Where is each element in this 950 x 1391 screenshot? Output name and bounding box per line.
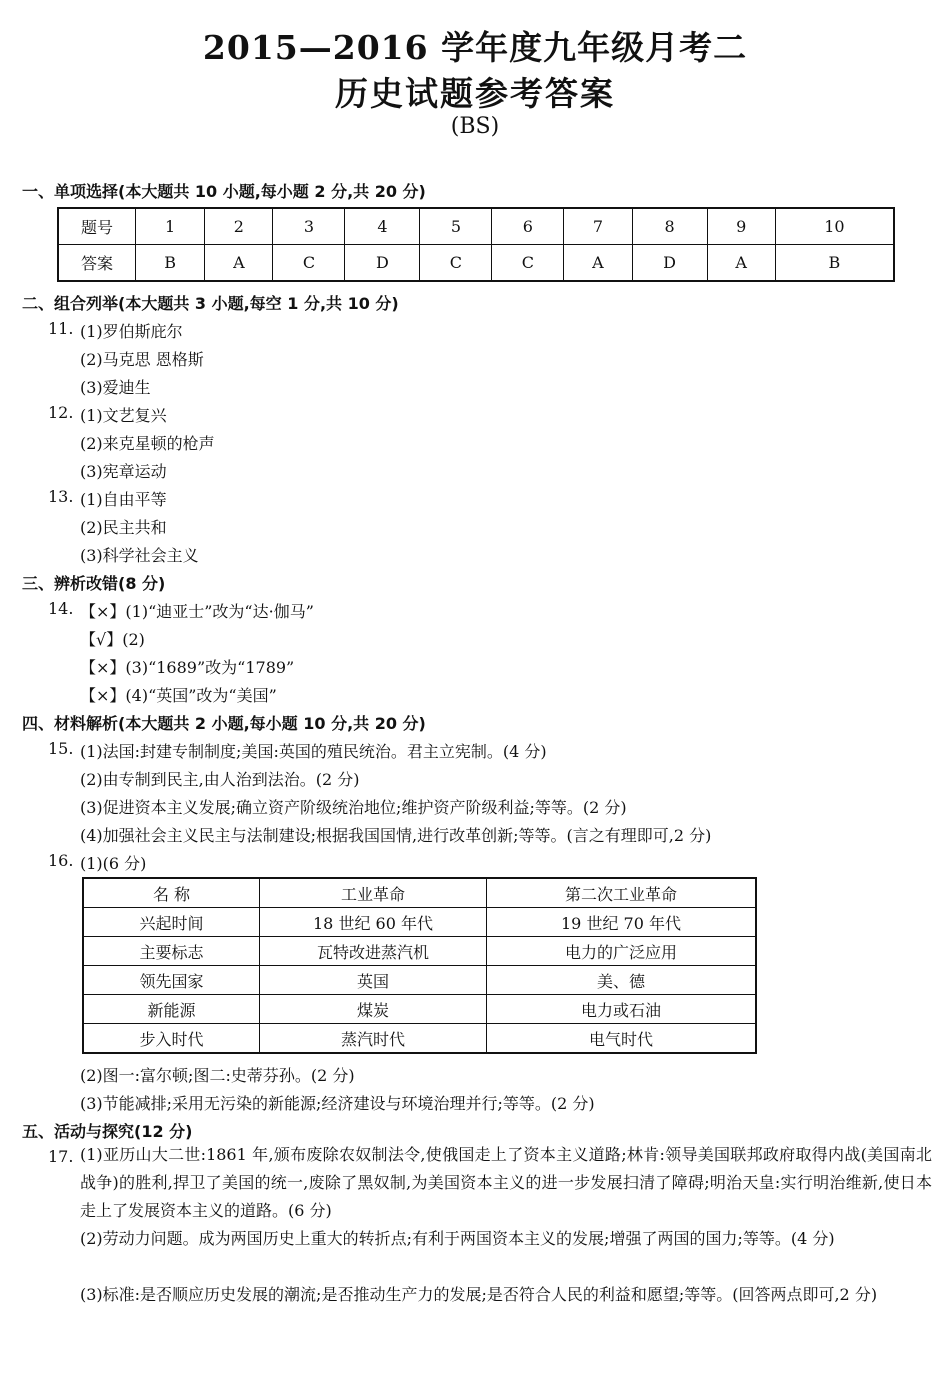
section4-heading: 四、材料解析(本大题共 2 小题,每小题 10 分,共 20 分): [22, 714, 426, 733]
table-row: [58, 245, 894, 282]
question-number: 12.: [48, 403, 74, 422]
answer-cell: D: [345, 245, 420, 282]
table-cell: 电力或石油: [487, 995, 757, 1024]
answer-line: (3)科学社会主义: [80, 546, 199, 565]
section5-heading: 五、活动与探究(12 分): [22, 1122, 193, 1141]
answer-line: (4)加强社会主义民主与法制建设;根据我国国情,进行改革创新;等等。(言之有理即可,2 分): [80, 826, 712, 845]
comparison-table: [82, 877, 757, 1054]
question-number: 11.: [48, 319, 74, 338]
answer-line: (3)宪章运动: [80, 462, 167, 481]
answer-cell: B: [775, 245, 894, 282]
table-cell: 步入时代: [83, 1024, 260, 1054]
question-number: 6: [492, 208, 564, 245]
table-cell: 电气时代: [487, 1024, 757, 1054]
question-number: 5: [420, 208, 492, 245]
table-cell: 18 世纪 60 年代: [260, 908, 487, 937]
row-label: 答案: [58, 245, 136, 282]
question-number: 13.: [48, 487, 74, 506]
question-number: 1: [136, 208, 205, 245]
column-header: 第二次工业革命: [487, 878, 757, 908]
table-cell: 瓦特改进蒸汽机: [260, 937, 487, 966]
section1-heading: 一、单项选择(本大题共 10 小题,每小题 2 分,共 20 分): [22, 182, 426, 201]
question-number: 16.: [48, 851, 74, 870]
question-number: 8: [632, 208, 707, 245]
answer-line: 【√】(2): [80, 630, 145, 649]
table-row: [83, 1024, 756, 1054]
row-label: 题号: [58, 208, 136, 245]
answer-line: (1)文艺复兴: [80, 406, 167, 425]
table-row: [58, 208, 894, 245]
question-number: 7: [564, 208, 632, 245]
question-number: 15.: [48, 739, 74, 758]
answer-paragraph: (3)标准:是否顺应历史发展的潮流;是否推动生产力的发展;是否符合人民的利益和愿望;等等。(回答两点即可,2 分): [80, 1285, 878, 1304]
table-cell: 蒸汽时代: [260, 1024, 487, 1054]
answer-line: (2)来克星顿的枪声: [80, 434, 215, 453]
table-row: [83, 908, 756, 937]
table-row: [83, 995, 756, 1024]
section3-heading: 三、辨析改错(8 分): [22, 574, 166, 593]
table-row: [83, 966, 756, 995]
answer-cell: C: [492, 245, 564, 282]
question-number: 4: [345, 208, 420, 245]
answer-line: 【×】(3)“1689”改为“1789”: [80, 658, 295, 677]
answer-line: (2)马克思 恩格斯: [80, 350, 204, 369]
answer-cell: A: [564, 245, 632, 282]
page-subtitle: 历史试题参考答案: [335, 74, 615, 113]
question-number: 14.: [48, 599, 74, 618]
answer-line: (3)节能减排;采用无污染的新能源;经济建设与环境治理并行;等等。(2 分): [80, 1094, 595, 1113]
table-cell: 英国: [260, 966, 487, 995]
answer-line: 【×】(1)“迪亚士”改为“达·伽马”: [80, 602, 314, 621]
table-cell: 新能源: [83, 995, 260, 1024]
answer-line: (3)促进资本主义发展;确立资产阶级统治地位;维护资产阶级利益;等等。(2 分): [80, 798, 627, 817]
table-cell: 兴起时间: [83, 908, 260, 937]
table-row: [83, 937, 756, 966]
answer-line: 【×】(4)“英国”改为“美国”: [80, 686, 277, 705]
answer-cell: C: [273, 245, 345, 282]
answer-line: (1)法国:封建专制制度;美国:英国的殖民统治。君主立宪制。(4 分): [80, 742, 547, 761]
answer-line: (1)自由平等: [80, 490, 167, 509]
answer-line: (1)罗伯斯庇尔: [80, 322, 183, 341]
column-header: 名 称: [83, 878, 260, 908]
question-number: 9: [707, 208, 775, 245]
table-header-row: [83, 878, 756, 908]
answer-cell: D: [632, 245, 707, 282]
answer-cell: B: [136, 245, 205, 282]
table-cell: 电力的广泛应用: [487, 937, 757, 966]
answer-line: (3)爱迪生: [80, 378, 151, 397]
page-title: 2015—2016 学年度九年级月考二: [202, 28, 748, 67]
question-number: 2: [205, 208, 273, 245]
answer-paragraph: (1)亚历山大二世:1861 年,颁布废除农奴制法令,使俄国走上了资本主义道路;林肯:领导美国联邦政府取得内战(美国南北战争)的胜利,捍卫了美国的统一,废除了黑奴制,为美国资本主义的进一步发展扫清了障碍;明治天皇:实行明治维新,使日本走上了发展资本主义的道路。(6 分): [80, 1145, 932, 1220]
question-number: 3: [273, 208, 345, 245]
answer-line: (2)图一:富尔顿;图二:史蒂芬孙。(2 分): [80, 1066, 355, 1085]
table-cell: 领先国家: [83, 966, 260, 995]
answer-table: [57, 207, 895, 282]
edition-label: (BS): [450, 114, 500, 139]
table-cell: 煤炭: [260, 995, 487, 1024]
answer-line: (1)(6 分): [80, 854, 147, 873]
table-cell: 19 世纪 70 年代: [487, 908, 757, 937]
table-cell: 主要标志: [83, 937, 260, 966]
section2-heading: 二、组合列举(本大题共 3 小题,每空 1 分,共 10 分): [22, 294, 399, 313]
question-number: 10: [775, 208, 894, 245]
answer-line: (2)民主共和: [80, 518, 167, 537]
column-header: 工业革命: [260, 878, 487, 908]
answer-line: (2)由专制到民主,由人治到法治。(2 分): [80, 770, 360, 789]
answer-cell: A: [707, 245, 775, 282]
answer-cell: A: [205, 245, 273, 282]
question-number: 17.: [48, 1147, 74, 1166]
answer-cell: C: [420, 245, 492, 282]
table-cell: 美、德: [487, 966, 757, 995]
answer-paragraph: (2)劳动力问题。成为两国历史上重大的转折点;有利于两国资本主义的发展;增强了两国的国力;等等。(4 分): [80, 1229, 835, 1248]
